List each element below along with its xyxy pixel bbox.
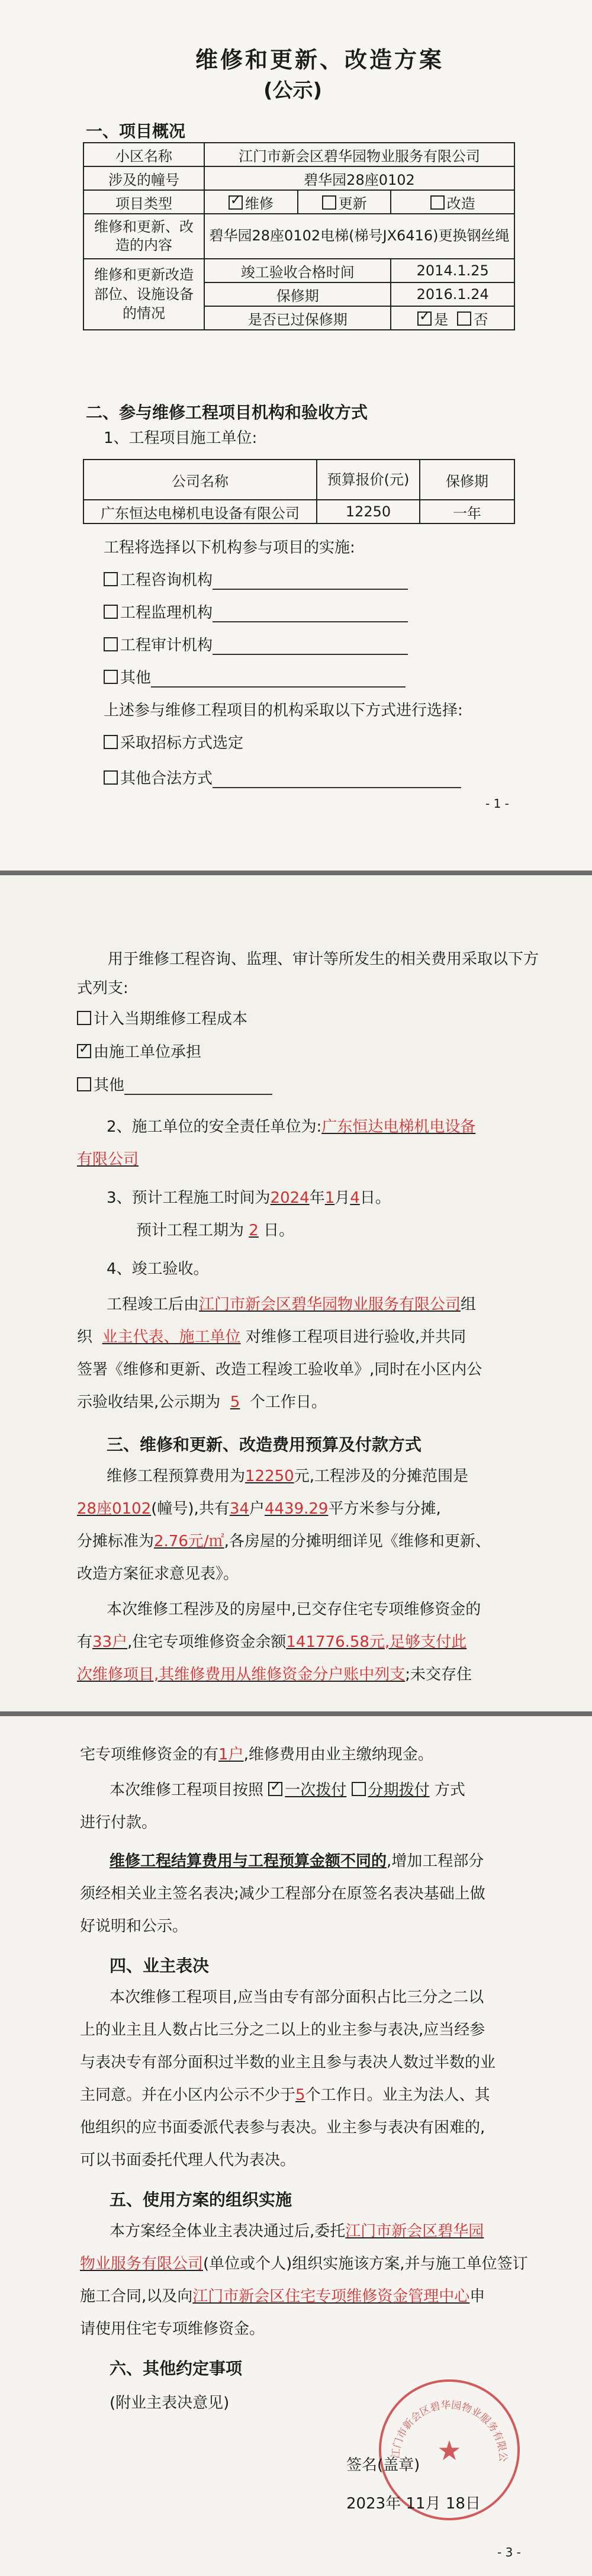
acceptance-line-1: 工程竣工后由江门市新会区碧华园物业服务有限公司组 — [107, 1296, 477, 1313]
vote-line-2: 上的业主且人数占比三分之二以上的业主参与表决,应当经参 — [80, 2021, 485, 2039]
diff-line-2: 须经相关业主签名表决;减少工程部分在原签名表决基础上做 — [80, 1885, 485, 1903]
agency-other: 其他 — [104, 669, 406, 688]
checkbox-icon — [457, 311, 471, 326]
way-other: 其他合法方式 — [104, 770, 461, 788]
way-tender: 采取招标方式选定 — [104, 734, 243, 753]
acceptance-heading: 4、竣工验收。 — [107, 1260, 209, 1278]
signature-label: 签名(盖章) — [346, 2456, 420, 2474]
community-label: 小区名称 — [83, 143, 204, 166]
content-value: 碧华园28座0102电梯(梯号JX6416)更换钢丝绳 — [204, 214, 514, 259]
acceptance-line-2: 织 业主代表、施工单位 对维修工程项目进行验收,并共同 — [77, 1328, 466, 1346]
acceptance-line-4: 示验收结果,公示期为 5 个工作日。 — [77, 1393, 327, 1411]
equipment-label: 维修和更新改造部位、设施设备的情况 — [83, 259, 204, 330]
building-value: 碧华园28座0102 — [204, 166, 514, 190]
community-value: 江门市新会区碧华园物业服务有限公司 — [204, 143, 514, 166]
page-number: - 1 - — [485, 796, 509, 811]
cash-line: 宅专项维修资金的有1户,维修费用由业主缴纳现金。 — [80, 1746, 433, 1764]
checkbox-checked-icon — [417, 311, 432, 326]
contractor-col-price: 预算报价(元) — [317, 460, 420, 500]
budget-line-1: 维修工程预算费用为12250元,工程涉及的分摊范围是 — [107, 1467, 468, 1485]
construction-time: 3、预计工程施工时间为2024年1月4日。 — [107, 1189, 391, 1207]
document-page-1 — [0, 0, 592, 871]
attachment-note: (附业主表决意见) — [110, 2394, 230, 2412]
checkbox-checked-icon — [268, 1782, 282, 1796]
type-option-repair: ✓ 维修 — [204, 190, 298, 214]
page-subtitle: (公示) — [263, 79, 323, 102]
payment-line-2: 进行付款。 — [80, 1814, 157, 1832]
expired-options: ✓ 是 否 — [391, 306, 514, 330]
page-number: - 3 - — [497, 2545, 521, 2559]
contractor-warranty: 一年 — [420, 500, 514, 523]
section-5-heading: 五、使用方案的组织实施 — [110, 2190, 292, 2209]
checkbox-icon — [104, 605, 118, 619]
agency-supervision: 工程监理机构 — [104, 604, 408, 622]
document-page-3 — [0, 1716, 592, 2576]
section-4-heading: 四、业主表决 — [110, 1956, 210, 1976]
sign-date: 2023年 11月 18日 — [346, 2495, 481, 2513]
safety-unit-line: 2、施工单位的安全责任单位为:广东恒达电梯机电设备 — [107, 1118, 476, 1136]
fund-line-3: 次维修项目,其维修费用从维修资金分户账中列支;未交存住 — [77, 1666, 472, 1684]
budget-line-4: 改造方案征求意见表》。 — [77, 1565, 239, 1583]
acceptance-line-3: 签署《维修和更新、改造工程竣工验收单》,同时在小区内公 — [77, 1361, 482, 1379]
contractor-col-warranty: 保修期 — [420, 460, 514, 500]
type-option-update: 更新 — [298, 190, 391, 214]
contractor-col-name: 公司名称 — [83, 460, 317, 500]
section-2-heading: 二、参与维修工程项目机构和验收方式 — [86, 403, 368, 422]
fee-option-other: 其他 — [77, 1077, 272, 1095]
expired-label: 是否已过保修期 — [204, 306, 391, 330]
fee-option-cost: 计入当期维修工程成本 — [77, 1010, 247, 1029]
warranty-value: 2016.1.24 — [391, 282, 514, 306]
page-title: 维修和更新、改造方案 — [195, 47, 445, 73]
checkbox-icon — [104, 637, 118, 651]
svg-text:江门市新会区碧华园物业服务有限公司: 江门市新会区碧华园物业服务有限公 — [390, 2399, 509, 2462]
budget-line-3: 分摊标准为2.76元/㎡,各房屋的分摊明细详见《维修和更新、 — [77, 1533, 491, 1550]
checkbox-icon — [104, 572, 118, 586]
safety-unit-line-2: 有限公司 — [77, 1151, 139, 1168]
fund-line-2: 有33户,住宅专项维修资金余额141776.58元,足够支付此 — [77, 1633, 467, 1651]
checkbox-icon — [430, 195, 445, 210]
acceptance-value: 2014.1.25 — [391, 259, 514, 282]
checkbox-icon — [77, 1011, 91, 1025]
fund-line-1: 本次维修工程涉及的房屋中,已交存住宅专项维修资金的 — [107, 1601, 481, 1618]
building-label: 涉及的幢号 — [83, 166, 204, 190]
construction-duration: 预计工程工期为 2 日。 — [136, 1222, 295, 1239]
checkbox-icon — [104, 770, 118, 785]
checkbox-checked-icon — [77, 1044, 91, 1058]
impl-line-3: 施工合同,以及向江门市新会区住宅专项维修资金管理中心申 — [80, 2288, 485, 2305]
payment-line-1: 本次维修工程项目按照 ✓ 一次拨付 分期拨付 方式 — [110, 1781, 465, 1800]
checkbox-icon — [77, 1077, 91, 1091]
acceptance-label: 竣工验收合格时间 — [204, 259, 391, 282]
diff-line-1: 维修工程结算费用与工程预算金额不同的,增加工程部分 — [110, 1852, 484, 1870]
warranty-label: 保修期 — [204, 282, 391, 306]
vote-line-1: 本次维修工程项目,应当由专有部分面积占比三分之二以 — [110, 1989, 484, 2006]
impl-line-2: 物业服务有限公司(单位或个人)组织实施该方案,并与施工单位签订 — [80, 2255, 528, 2273]
checkbox-checked-icon — [229, 195, 243, 210]
type-option-renovate: 改造 — [391, 190, 514, 214]
fee-paragraph: 用于维修工程咨询、监理、审计等所发生的相关费用采取以下方式列支: — [77, 950, 539, 998]
diff-line-3: 好说明和公示。 — [80, 1917, 188, 1935]
contractor-name: 广东恒达电梯机电设备有限公司 — [83, 500, 317, 523]
project-overview-table — [83, 142, 515, 330]
impl-line-1: 本方案经全体业主表决通过后,委托江门市新会区碧华园 — [110, 2222, 484, 2240]
agency-audit: 工程审计机构 — [104, 637, 408, 655]
checkbox-icon — [322, 195, 336, 210]
section-3-heading: 三、维修和更新、改造费用预算及付款方式 — [107, 1435, 422, 1454]
agency-select-text: 工程将选择以下机构参与项目的实施: — [104, 539, 355, 557]
agency-select-way-text: 上述参与维修工程项目的机构采取以下方式进行选择: — [104, 702, 463, 720]
contractor-table — [83, 459, 515, 524]
vote-line-5: 他组织的应书面委派代表参与表决。业主参与表决有困难的, — [80, 2119, 485, 2137]
vote-line-4: 主同意。并在小区内公示不少于5个工作日。业主为法人、其 — [80, 2086, 490, 2104]
section-6-heading: 六、其他约定事项 — [110, 2359, 243, 2378]
budget-line-2: 28座0102(幢号),共有34户4439.29平方米参与分摊, — [77, 1500, 441, 1518]
agency-consulting: 工程咨询机构 — [104, 571, 408, 590]
vote-line-6: 可以书面委托代理人代为表决。 — [80, 2151, 296, 2169]
content-label: 维修和更新、改造的内容 — [83, 214, 204, 259]
contractor-price: 12250 — [317, 500, 420, 523]
type-label: 项目类型 — [83, 190, 204, 214]
checkbox-icon — [104, 670, 118, 684]
contractor-heading: 1、工程项目施工单位: — [104, 429, 258, 447]
document-page-2 — [0, 875, 592, 1711]
checkbox-icon — [352, 1782, 366, 1796]
svg-text:★: ★ — [437, 2434, 462, 2466]
impl-line-4: 请使用住宅专项维修资金。 — [80, 2320, 265, 2338]
section-1-heading: 一、项目概况 — [86, 121, 186, 141]
checkbox-icon — [104, 735, 118, 749]
vote-line-3: 与表决专有部分面积过半数的业主且参与表决人数过半数的业 — [80, 2054, 496, 2071]
fee-option-contractor: ✓由施工单位承担 — [77, 1043, 201, 1062]
